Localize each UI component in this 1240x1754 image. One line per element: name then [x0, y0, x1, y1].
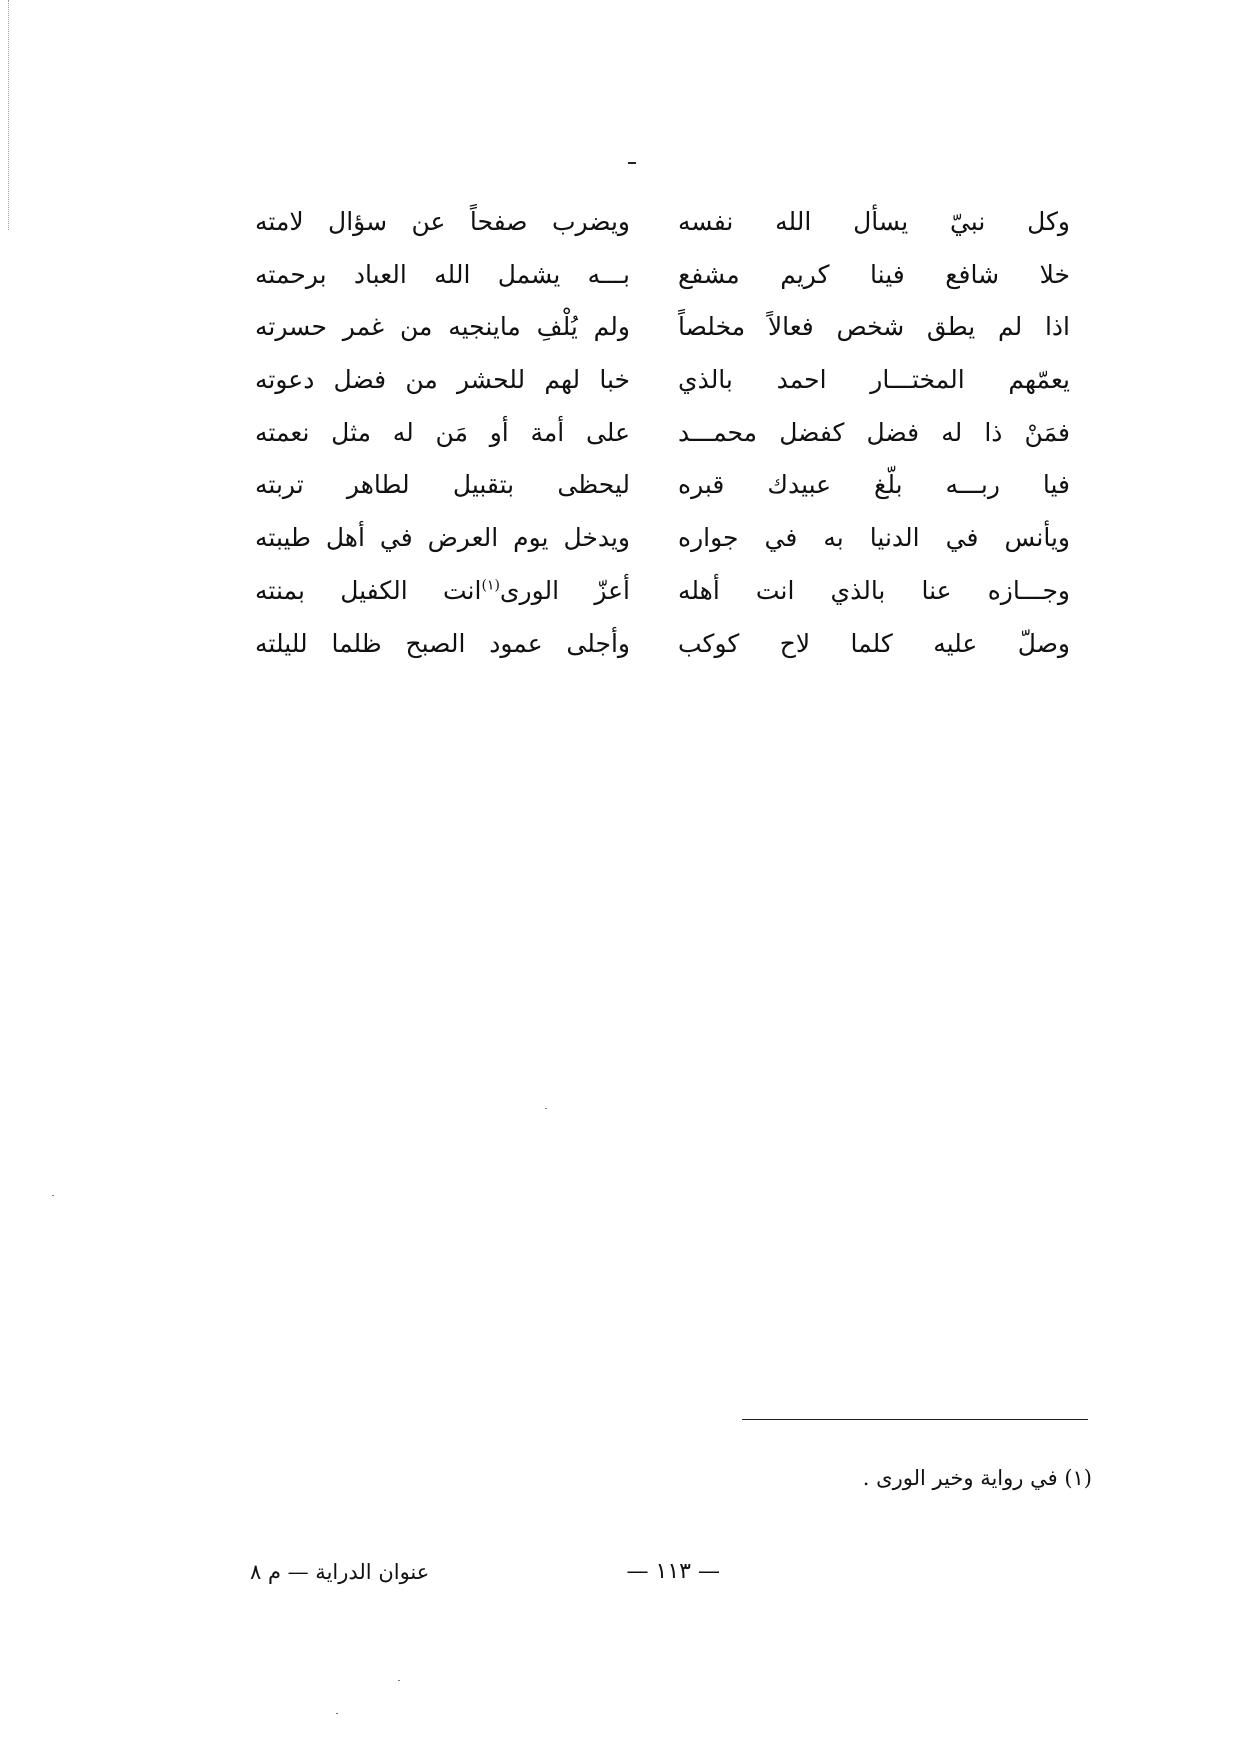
- first-hemistich: وجـــازه عنا بالذي انت أهله: [678, 575, 1070, 605]
- scan-edge-line: [8, 0, 9, 230]
- first-hemistich: خلا شافع فينا كريم مشفع: [678, 259, 1070, 289]
- second-hemistich: [255, 565, 630, 617]
- verse-row: [250, 512, 1070, 565]
- second-hemistich: ولم يُلْفِ ماينجيه من غمر حسرته: [255, 312, 630, 342]
- poem-block: [250, 196, 1070, 670]
- scan-speck: [336, 1713, 338, 1714]
- verse-row: [250, 407, 1070, 460]
- first-hemistich: ويأنس في الدنيا به في جواره: [678, 523, 1070, 553]
- verse-row: [250, 459, 1070, 512]
- second-hemistich: ويدخل يوم العرض في أهل طيبته: [255, 523, 630, 553]
- verse-row: [250, 249, 1070, 302]
- hemistich-text-after-ref: انت الكفيل بمنته: [255, 575, 482, 605]
- first-hemistich: وصلّ عليه كلما لاح كوكب: [678, 628, 1070, 658]
- second-hemistich: ليحظى بتقبيل لطاهر تربته: [255, 470, 630, 500]
- first-hemistich: فمَنْ ذا له فضل كفضل محمـــد: [678, 417, 1070, 447]
- first-hemistich: وكل نبيّ يسأل الله نفسه: [678, 207, 1070, 236]
- verse-row: [250, 354, 1070, 407]
- page-footer: [250, 1552, 720, 1592]
- scan-speck: [52, 1195, 54, 1196]
- scan-speck: [545, 1108, 547, 1109]
- first-hemistich: اذا لم يطق شخص فعالاً مخلصاً: [678, 312, 1070, 342]
- second-hemistich: خبا لهم للحشر من فضل دعوته: [255, 365, 630, 395]
- verse-row: [250, 618, 1070, 671]
- verse-row: [250, 565, 1070, 618]
- verse-row: [250, 301, 1070, 354]
- first-hemistich: فيا ربـــه بلّغ عبيدك قبره: [678, 470, 1070, 500]
- footnote-reference: (١): [481, 577, 500, 594]
- footnote-divider: [742, 1419, 1088, 1420]
- page-number: — ١١٣ —: [626, 1559, 720, 1584]
- scan-speck: [398, 1680, 400, 1681]
- second-hemistich: ويضرب صفحاً عن سؤال لامته: [255, 207, 630, 236]
- scan-mark: [628, 162, 636, 164]
- verse-row: [250, 196, 1070, 249]
- footnote-text: (١) في رواية وخير الورى .: [862, 1466, 1092, 1490]
- first-hemistich: يعمّهم المختـــار احمد بالذي: [678, 365, 1070, 395]
- second-hemistich: على أمة أو مَن له مثل نعمته: [255, 417, 630, 447]
- second-hemistich: وأجلى عمود الصبح ظلما لليلته: [255, 628, 630, 658]
- hemistich-text-before-ref: أعزّ الورى: [499, 575, 630, 605]
- second-hemistich: بـــه يشمل الله العباد برحمته: [255, 259, 630, 289]
- running-title: عنوان الدراية — م ٨: [250, 1560, 430, 1584]
